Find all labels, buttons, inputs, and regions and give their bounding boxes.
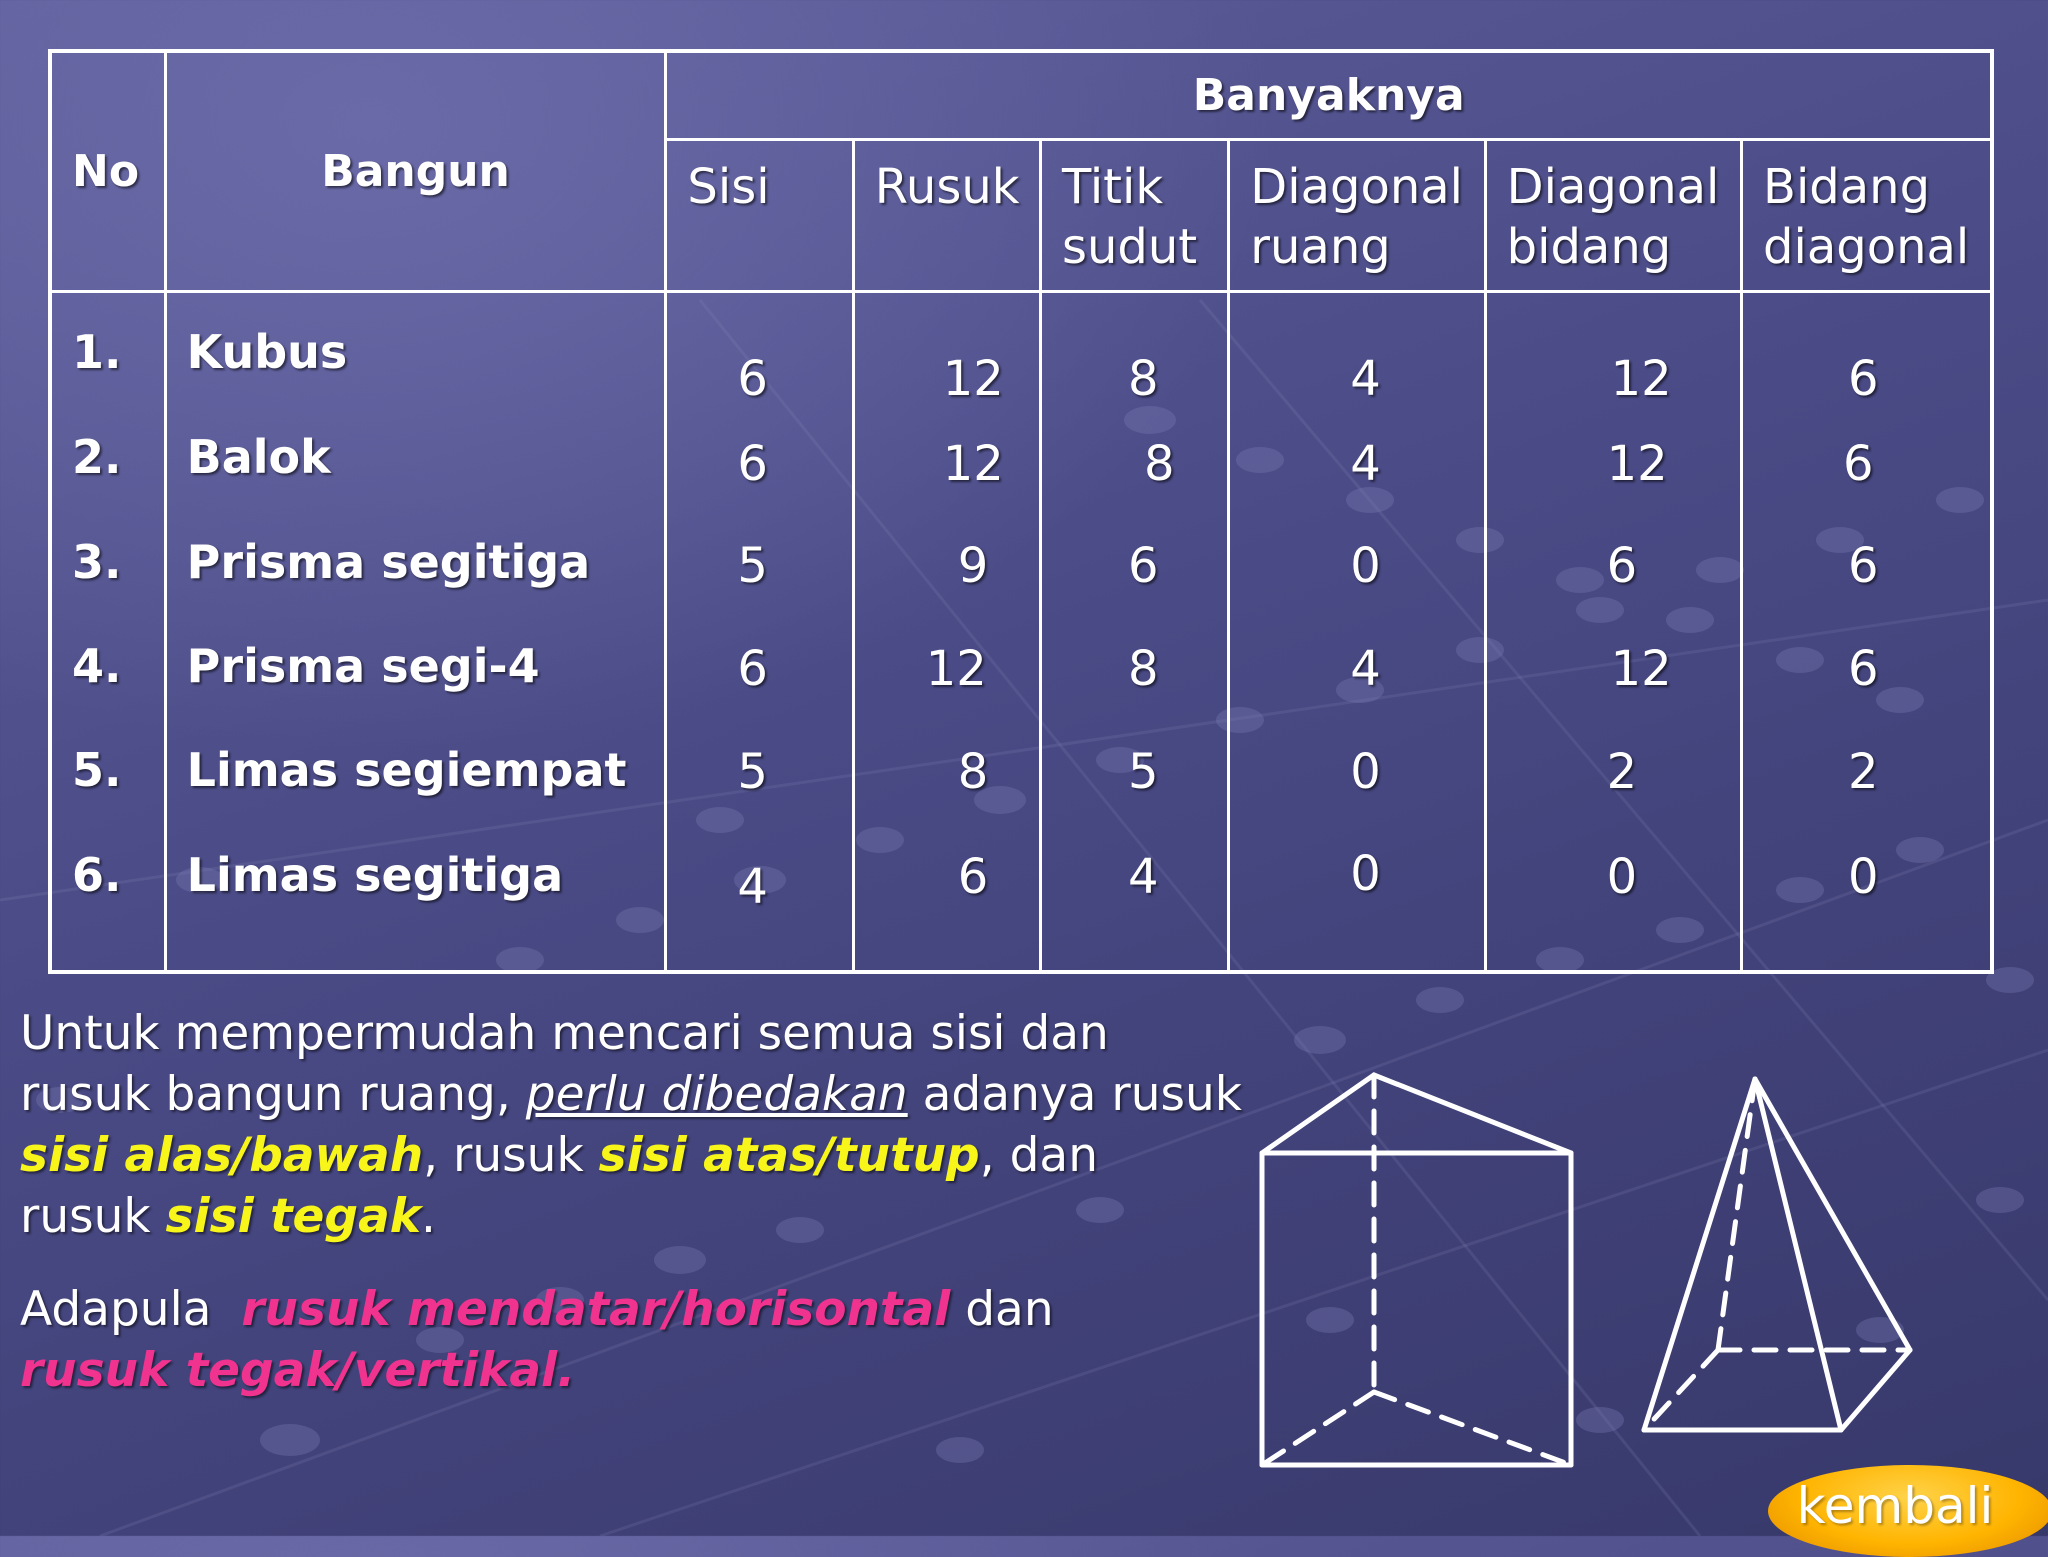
column-diagonal-bidang: [1485, 292, 1741, 973]
highlight-alas: sisi alas/bawah: [20, 1128, 424, 1183]
cell-bd-1: 6: [1848, 351, 1879, 407]
cell-titik-4: 8: [1127, 641, 1159, 697]
header-sisi: Sisi: [666, 140, 853, 292]
cell-dr-3: 0: [1350, 538, 1381, 594]
cell-dr-5: 0: [1350, 744, 1381, 800]
row-name-3: Prisma segitiga: [186, 535, 591, 589]
cell-sisi-4: 6: [737, 641, 768, 697]
cell-db-5: 2: [1606, 744, 1638, 800]
explanation-paragraph: [20, 1003, 1242, 1247]
cell-titik-1: 8: [1127, 351, 1159, 407]
solid-figures-illustration: [1240, 1060, 1940, 1480]
cell-sisi-2: 6: [737, 436, 768, 492]
cell-db-3: 6: [1606, 538, 1638, 594]
emphasis-underlined: perlu dibedakan: [525, 1067, 908, 1122]
explanation-line-2: rusuk bangun ruang, perlu dibedakan adanya rusuk: [20, 1067, 1243, 1122]
highlight-atas: sisi atas/tutup: [598, 1128, 980, 1183]
row-name-1: Kubus: [186, 325, 348, 379]
row-no-5: 5.: [72, 743, 122, 797]
cell-titik-2: 8: [1143, 436, 1175, 492]
column-no: [50, 292, 165, 973]
row-no-4: 4.: [72, 639, 122, 693]
cell-dr-2: 4: [1350, 436, 1381, 492]
column-sisi: [666, 292, 853, 973]
header-diagonal-bidang: Diagonal bidang: [1485, 140, 1741, 292]
cell-bd-6: 0: [1848, 849, 1879, 905]
back-button[interactable]: [1768, 1465, 2048, 1557]
cell-bd-5: 2: [1848, 744, 1879, 800]
cell-rusuk-3: 9: [957, 538, 989, 594]
cell-dr-4: 4: [1350, 641, 1381, 697]
highlight-tegak: sisi tegak: [165, 1189, 422, 1244]
column-titik-sudut: [1040, 292, 1228, 973]
cell-rusuk-2: 12: [942, 436, 1004, 492]
cell-bd-2: 6: [1843, 436, 1874, 492]
column-rusuk: [853, 292, 1040, 973]
cell-titik-5: 5: [1127, 744, 1159, 800]
explanation-line-3: sisi alas/bawah, rusuk sisi atas/tutup, dan: [20, 1128, 1098, 1183]
cell-db-4: 12: [1610, 641, 1672, 697]
cell-sisi-6: 4: [737, 859, 768, 915]
row-name-2: Balok: [186, 430, 331, 484]
cell-sisi-5: 5: [737, 744, 768, 800]
cell-rusuk-5: 8: [957, 744, 989, 800]
cell-db-1: 12: [1610, 351, 1672, 407]
row-no-3: 3.: [72, 535, 122, 589]
header-no: No: [50, 51, 165, 292]
row-name-6: Limas segitiga: [186, 848, 564, 902]
edge-type-line-1: Adapula rusuk mendatar/horisontal dan: [20, 1282, 1054, 1337]
explanation-line-1: Untuk mempermudah mencari semua sisi dan: [20, 1006, 1109, 1061]
row-no-6: 6.: [72, 848, 122, 902]
cell-dr-1: 4: [1350, 351, 1381, 407]
cell-bd-4: 6: [1848, 641, 1879, 697]
cell-sisi-1: 6: [737, 351, 768, 407]
header-bangun: Bangun: [165, 51, 666, 292]
column-diagonal-ruang: [1229, 292, 1485, 973]
header-bidang-diagonal: Bidang diagonal: [1742, 140, 1992, 292]
back-button-label: kembali: [1796, 1477, 1994, 1535]
square-pyramid-figure: [1644, 1079, 1910, 1430]
header-banyaknya: Banyaknya: [666, 51, 1992, 140]
cell-titik-3: 6: [1127, 538, 1159, 594]
cell-rusuk-1: 12: [942, 351, 1004, 407]
column-bangun: [165, 292, 666, 973]
column-bidang-diagonal: [1742, 292, 1992, 973]
header-diagonal-ruang: Diagonal ruang: [1229, 140, 1485, 292]
edge-type-line-2: rusuk tegak/vertikal.: [20, 1343, 576, 1398]
cell-dr-6: 0: [1350, 846, 1381, 902]
edge-type-paragraph: [20, 1279, 1054, 1401]
highlight-horizontal: rusuk mendatar/horisontal: [241, 1282, 951, 1337]
cell-db-6: 0: [1606, 849, 1638, 905]
row-no-1: 1.: [72, 325, 122, 379]
row-no-2: 2.: [72, 430, 122, 484]
triangular-prism-figure: [1262, 1075, 1571, 1465]
row-name-5: Limas segiempat: [186, 743, 627, 797]
explanation-line-4: rusuk sisi tegak.: [20, 1189, 436, 1244]
row-name-4: Prisma segi-4: [186, 639, 540, 693]
cell-rusuk-6: 6: [957, 849, 989, 905]
header-titik-sudut: Titik sudut: [1040, 140, 1228, 292]
solid-properties-table: [48, 49, 1994, 974]
cell-rusuk-4: 12: [925, 641, 987, 697]
cell-db-2: 12: [1606, 436, 1668, 492]
header-rusuk: Rusuk: [853, 140, 1040, 292]
cell-bd-3: 6: [1848, 538, 1879, 594]
cell-titik-6: 4: [1127, 849, 1159, 905]
cell-sisi-3: 5: [737, 538, 768, 594]
highlight-vertical: rusuk tegak/vertikal: [20, 1343, 558, 1398]
